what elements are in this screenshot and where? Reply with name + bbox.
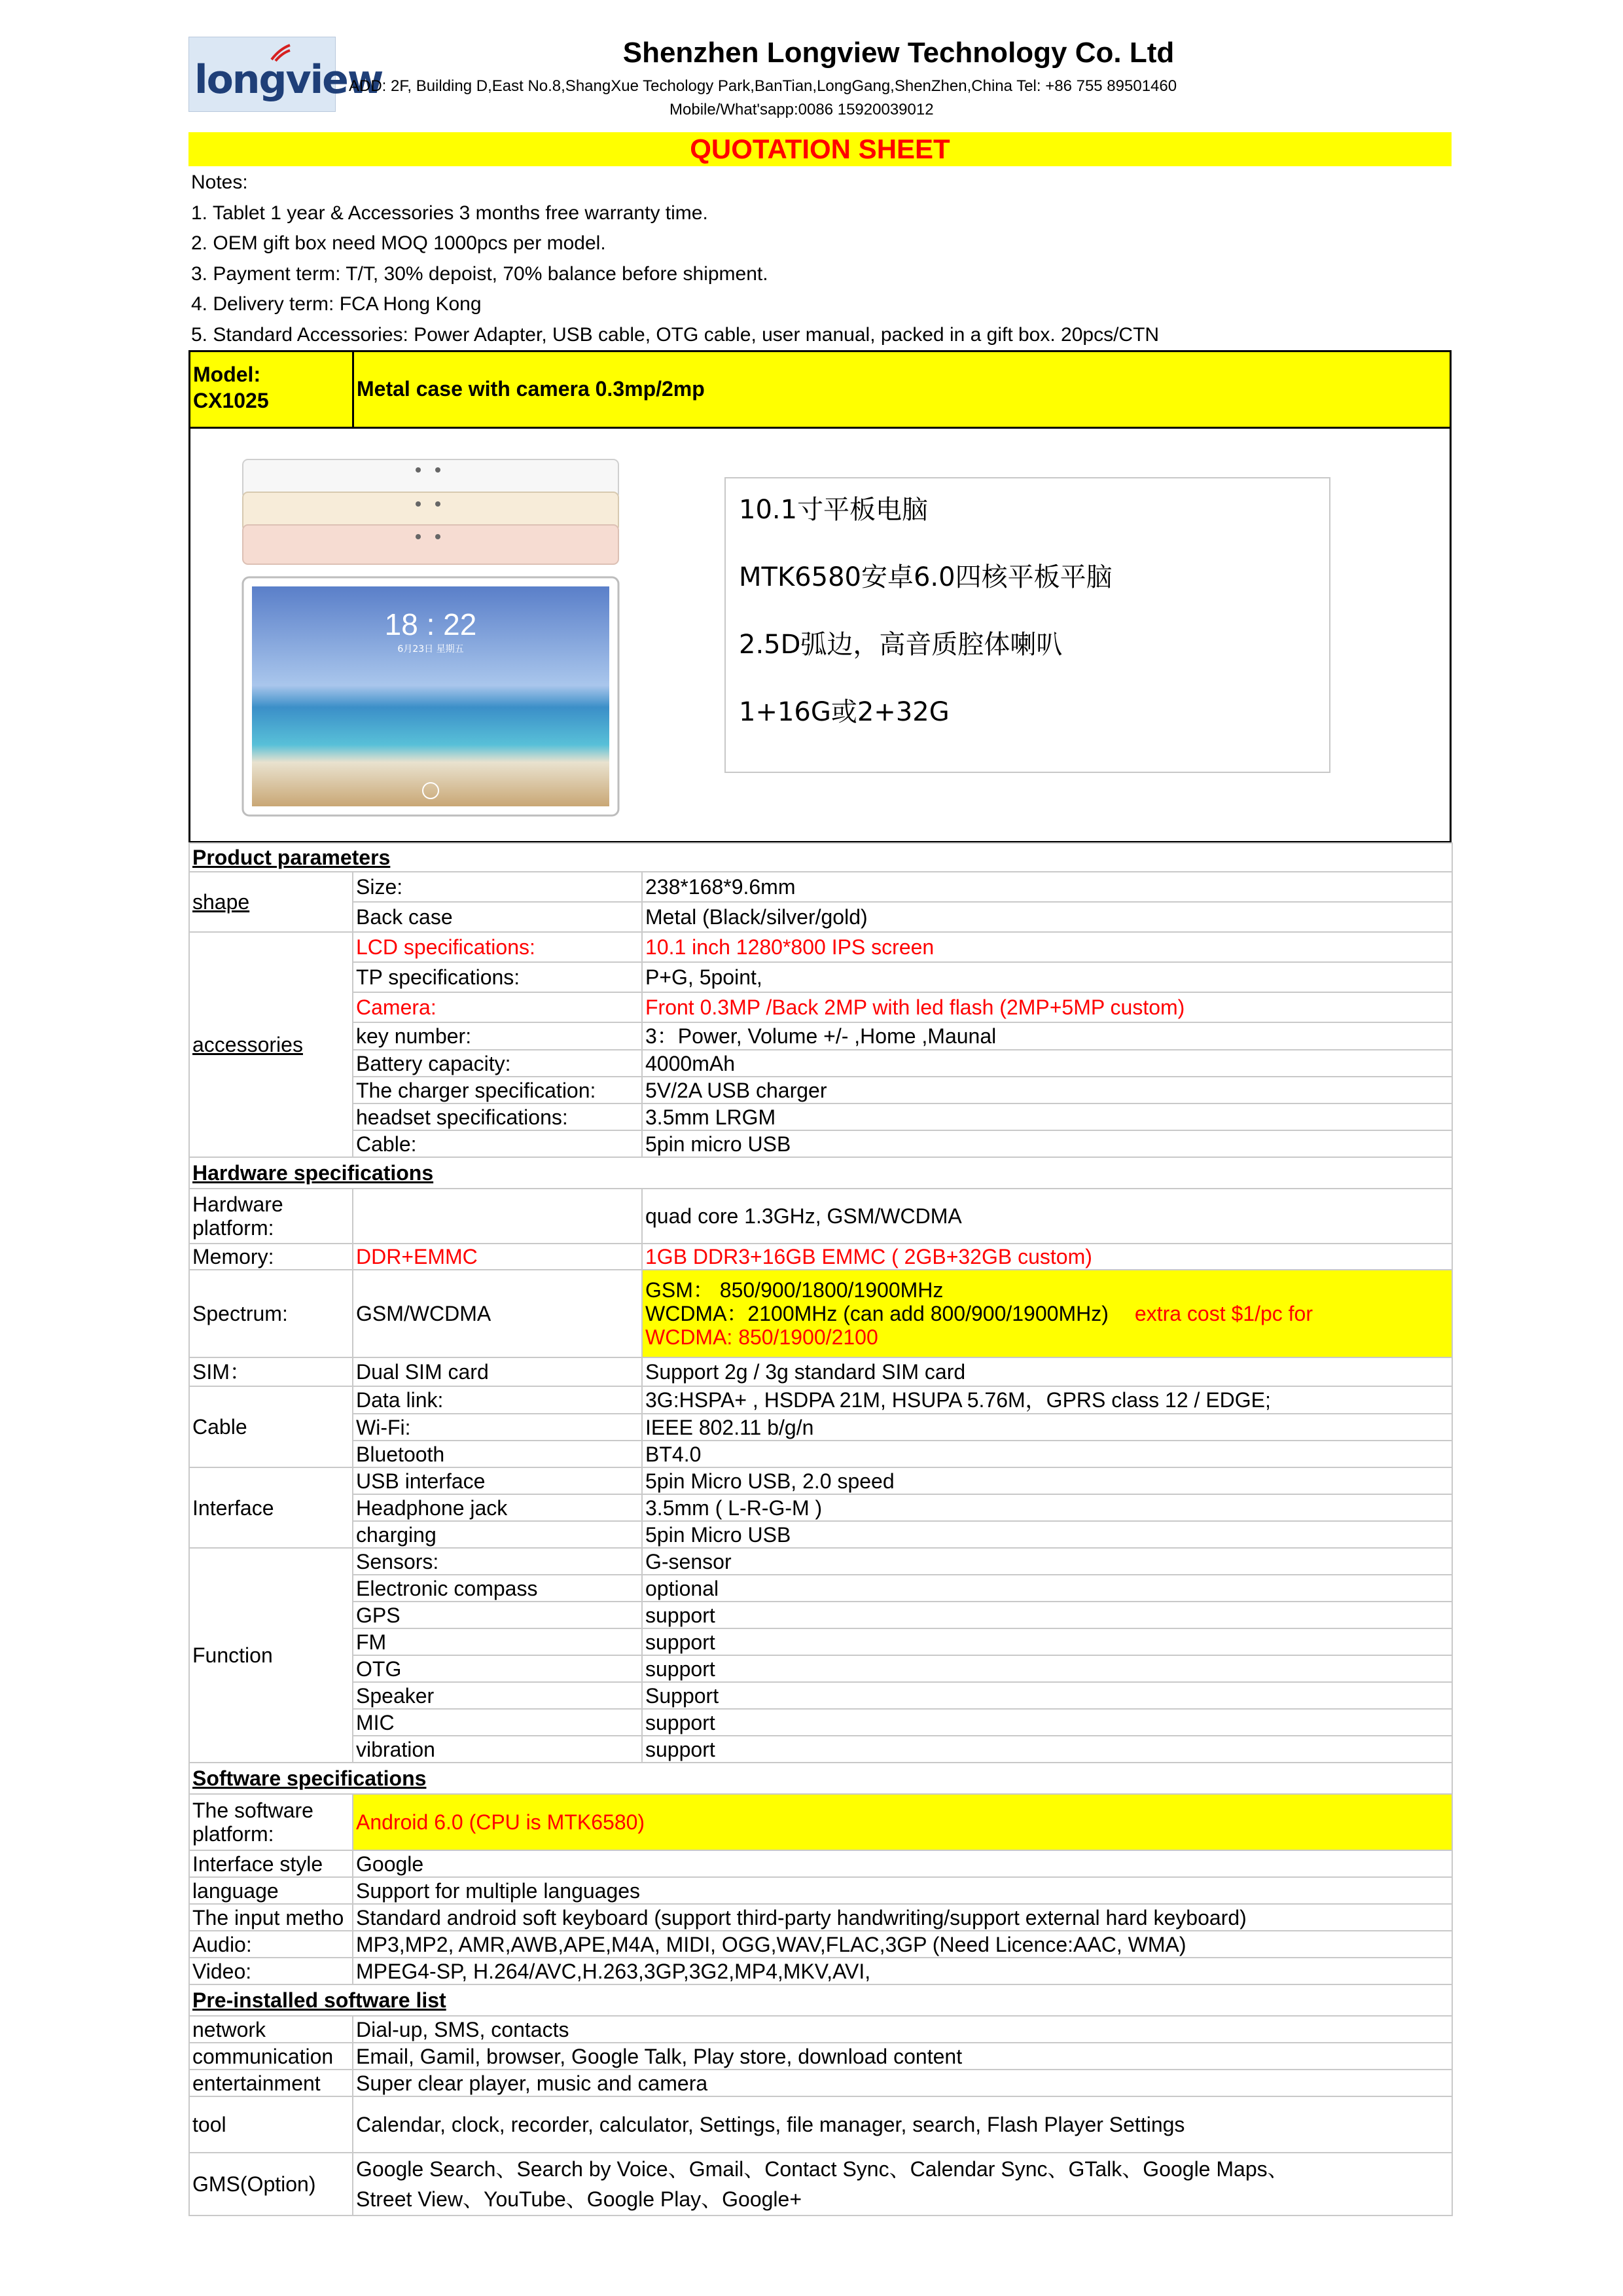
tablet-clock: 18 : 22	[384, 607, 477, 641]
group-accessories	[189, 932, 353, 1157]
spec-value: 5pin micro USB	[642, 1130, 1452, 1157]
company-mobile: Mobile/What'sapp:0086 15920039012	[669, 101, 934, 118]
group-cable: Cable	[189, 1386, 353, 1467]
spec-value: 3.5mm LRGM	[642, 1103, 1452, 1130]
quotation-sheet	[188, 37, 1452, 2216]
gms-value	[353, 2153, 1452, 2215]
section-software: Software specifications	[189, 1763, 1452, 1794]
spec-key: vibration	[353, 1736, 642, 1763]
section-hardware: Hardware specifications	[189, 1157, 1452, 1189]
desc-line: 10.1寸平板电脑	[739, 495, 929, 525]
spec-value: Dial-up, SMS, contacts	[353, 2016, 1452, 2043]
spec-key: charging	[353, 1521, 642, 1548]
spec-key: USB interface	[353, 1467, 642, 1494]
spec-key: Back case	[353, 902, 642, 932]
spectrum-wcdma: WCDMA：2100MHz (can add 800/900/1900MHz)	[645, 1302, 1109, 1325]
spec-value: P+G, 5point,	[642, 962, 1452, 992]
sheet-title: QUOTATION SHEET	[188, 132, 1452, 166]
spec-key: entertainment	[189, 2070, 353, 2096]
sim-label: SIM：	[189, 1357, 353, 1386]
tool-value: Calendar, clock, recorder, calculator, Settings, file manager, search, Flash Player Settings	[353, 2096, 1452, 2153]
spec-value: 238*168*9.6mm	[642, 872, 1452, 902]
gms-label: GMS(Option)	[189, 2153, 353, 2215]
logo-text: longview	[194, 57, 383, 103]
group-shape	[189, 872, 353, 932]
group-shape-label: shape	[192, 890, 250, 914]
spectrum-type: GSM/WCDMA	[353, 1270, 642, 1357]
spectrum-label: Spectrum:	[189, 1270, 353, 1357]
tool-label: tool	[189, 2096, 353, 2153]
spec-key: Interface style	[189, 1850, 353, 1877]
spec-key: communication	[189, 2043, 353, 2070]
spec-table	[188, 842, 1453, 2216]
company-name: Shenzhen Longview Technology Co. Ltd	[622, 37, 1175, 69]
spec-key: Video:	[189, 1958, 353, 1984]
spec-value: 3.5mm ( L-R-G-M )	[642, 1494, 1452, 1521]
tablet-date: 6月23日 星期五	[397, 644, 464, 655]
chinese-description	[724, 477, 1330, 773]
product-image-box	[188, 429, 1452, 842]
note-line: 1. Tablet 1 year & Accessories 3 months free warranty time.	[191, 202, 708, 224]
spec-key: The input metho	[189, 1904, 353, 1931]
spec-key: language	[189, 1877, 353, 1904]
note-line: 5. Standard Accessories: Power Adapter, USB cable, OTG cable, user manual, packed in a gift box. 20pcs/CTN	[191, 323, 1160, 346]
spec-key: LCD specifications:	[353, 932, 642, 962]
spec-key: Audio:	[189, 1931, 353, 1958]
spec-value: G-sensor	[642, 1548, 1452, 1575]
spectrum-value	[642, 1270, 1452, 1357]
spec-key: Sensors:	[353, 1548, 642, 1575]
company-address: ADD: 2F, Building D,East No.8,ShangXue Techology Park,BanTian,LongGang,ShenZhen,China Tel: +86 755 89501460	[349, 77, 1177, 95]
spec-value: BT4.0	[642, 1441, 1452, 1467]
spec-value: support	[642, 1655, 1452, 1682]
spectrum-gsm: GSM： 850/900/1800/1900MHz	[645, 1278, 944, 1302]
sim-type: Dual SIM card	[353, 1357, 642, 1386]
spec-value: 10.1 inch 1280*800 IPS screen	[642, 932, 1452, 962]
spectrum-wcdma-bands: WCDMA: 850/1900/2100	[645, 1325, 878, 1349]
memory-label: Memory:	[189, 1244, 353, 1270]
memory-value: 1GB DDR3+16GB EMMC ( 2GB+32GB custom)	[642, 1244, 1452, 1270]
spec-value: Google	[353, 1850, 1452, 1877]
spec-key: FM	[353, 1628, 642, 1655]
group-function: Function	[189, 1548, 353, 1763]
group-accessories-label: accessories	[192, 1033, 303, 1056]
hardware-platform-label: Hardware platform:	[189, 1189, 353, 1244]
spec-value: Support for multiple languages	[353, 1877, 1452, 1904]
note-line: 2. OEM gift box need MOQ 1000pcs per model.	[191, 232, 606, 254]
note-line: 4. Delivery term: FCA Hong Kong	[191, 293, 482, 315]
model-label: Model:	[193, 363, 261, 386]
sim-value: Support 2g / 3g standard SIM card	[642, 1357, 1452, 1386]
section-preinstalled: Pre-installed software list	[189, 1984, 1452, 2016]
spectrum-extra-cost: extra cost $1/pc for	[1134, 1302, 1313, 1325]
spec-key: Speaker	[353, 1682, 642, 1709]
software-platform-value: Android 6.0 (CPU is MTK6580)	[353, 1794, 1452, 1850]
spec-value: Super clear player, music and camera	[353, 2070, 1452, 2096]
spec-value: support	[642, 1736, 1452, 1763]
spec-key: Electronic compass	[353, 1575, 642, 1602]
spec-value: MP3,MP2, AMR,AWB,APE,M4A, MIDI, OGG,WAV,FLAC,3GP (Need Licence:AAC, WMA)	[353, 1931, 1452, 1958]
spec-key: The charger specification:	[353, 1077, 642, 1103]
group-interface: Interface	[189, 1467, 353, 1548]
spec-value: support	[642, 1709, 1452, 1736]
spec-value: 5V/2A USB charger	[642, 1077, 1452, 1103]
desc-line: MTK6580安卓6.0四核平板平脑	[739, 562, 1113, 592]
spec-key: network	[189, 2016, 353, 2043]
spec-value: support	[642, 1602, 1452, 1628]
model-label-cell	[190, 352, 354, 427]
gms-line: Google Search、Search by Voice、Gmail、Contact Sync、Calendar Sync、GTalk、Google Maps、	[356, 2157, 1289, 2181]
company-logo	[188, 37, 383, 112]
spec-value: Email, Gamil, browser, Google Talk, Play store, download content	[353, 2043, 1452, 2070]
spec-key: Camera:	[353, 992, 642, 1022]
model-row	[188, 350, 1452, 429]
spectrum-wcdma-line	[645, 1302, 1449, 1325]
memory-type: DDR+EMMC	[353, 1244, 642, 1270]
spec-value: support	[642, 1628, 1452, 1655]
desc-line: 1+16G或2+32G	[739, 697, 950, 727]
spec-value: Support	[642, 1682, 1452, 1709]
spec-value: 5pin Micro USB, 2.0 speed	[642, 1467, 1452, 1494]
hardware-platform-type	[353, 1189, 642, 1244]
note-line: Notes:	[191, 171, 248, 193]
notes	[188, 166, 1452, 350]
spec-value: MPEG4-SP, H.264/AVC,H.263,3GP,3G2,MP4,MKV,AVI,	[353, 1958, 1452, 1984]
spec-value: optional	[642, 1575, 1452, 1602]
spec-key: Battery capacity:	[353, 1050, 642, 1077]
spec-key: Cable:	[353, 1130, 642, 1157]
spec-key: Data link:	[353, 1386, 642, 1414]
spec-key: key number:	[353, 1022, 642, 1050]
spec-value: Standard android soft keyboard (support third-party handwriting/support external hard keyboard)	[353, 1904, 1452, 1931]
spec-key: Wi-Fi:	[353, 1414, 642, 1441]
spec-value: Front 0.3MP /Back 2MP with led flash (2MP+5MP custom)	[642, 992, 1452, 1022]
spec-key: headset specifications:	[353, 1103, 642, 1130]
spec-key: Bluetooth	[353, 1441, 642, 1467]
spec-key: Headphone jack	[353, 1494, 642, 1521]
software-platform-label: The software platform:	[189, 1794, 353, 1850]
gms-line: Street View、YouTube、Google Play、Google+	[356, 2187, 802, 2211]
model-code: CX1025	[193, 389, 269, 412]
note-line: 3. Payment term: T/T, 30% depoist, 70% balance before shipment.	[191, 262, 768, 285]
header	[188, 37, 1452, 132]
spec-key: Size:	[353, 872, 642, 902]
spec-key: MIC	[353, 1709, 642, 1736]
spec-value: 4000mAh	[642, 1050, 1452, 1077]
spec-key: GPS	[353, 1602, 642, 1628]
spec-value: 3G:HSPA+ , HSDPA 21M, HSUPA 5.76M，GPRS class 12 / EDGE;	[642, 1386, 1452, 1414]
desc-line: 2.5D弧边，高音质腔体喇叭	[739, 630, 1063, 660]
section-product-parameters: Product parameters	[189, 843, 1452, 872]
spec-key: OTG	[353, 1655, 642, 1682]
spec-value: IEEE 802.11 b/g/n	[642, 1414, 1452, 1441]
spec-value: Metal (Black/silver/gold)	[642, 902, 1452, 932]
spec-value: 3：Power, Volume +/- ,Home ,Maunal	[642, 1022, 1452, 1050]
spec-value: 5pin Micro USB	[642, 1521, 1452, 1548]
tablet-image	[241, 458, 621, 817]
model-description: Metal case with camera 0.3mp/2mp	[357, 377, 705, 401]
spec-key: TP specifications:	[353, 962, 642, 992]
hardware-platform-value: quad core 1.3GHz, GSM/WCDMA	[642, 1189, 1452, 1244]
